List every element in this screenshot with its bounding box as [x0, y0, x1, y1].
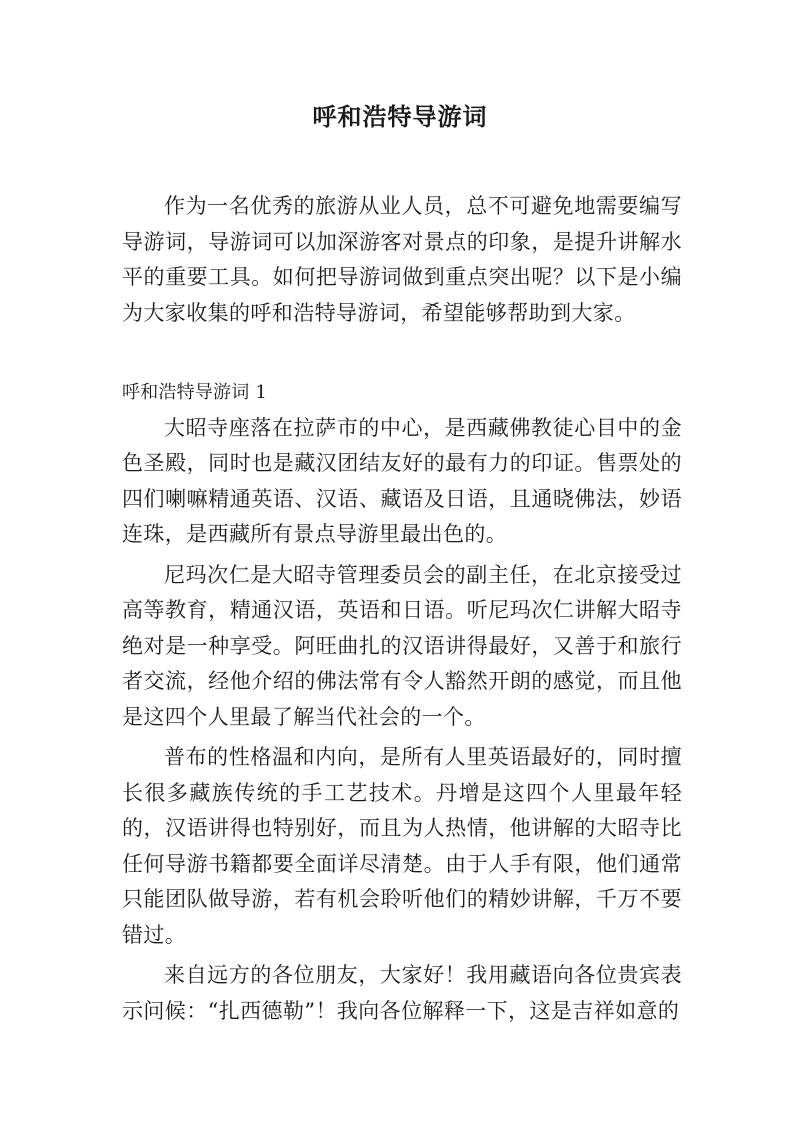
- section-heading: 呼和浩特导游词 1: [122, 382, 267, 403]
- body-paragraph-3: 普布的性格温和内向，是所有人里英语最好的，同时擅长很多藏族传统的手工艺技术。丹增是这四个人里最年轻的，汉语讲得也特别好，而且为人热情，他讲解的大昭寺比任何导游书籍都要全面详尽清楚。由于人手有限，他们通常只能团队做导游，若有机会聆听他们的精妙讲解，千万不要错过。: [122, 745, 682, 947]
- body-paragraph-1: 大昭寺座落在拉萨市的中心，是西藏佛教徒心目中的金色圣殿，同时也是藏汉团结友好的最有力的印证。售票处的四们喇嘛精通英语、汉语、藏语及日语，且通晓佛法，妙语连珠，是西藏所有景点导游里最出色的。: [122, 415, 682, 546]
- body-paragraph-2: 尼玛次仁是大昭寺管理委员会的副主任，在北京接受过高等教育，精通汉语，英语和日语。听尼玛次仁讲解大昭寺绝对是一种享受。阿旺曲扎的汉语讲得最好，又善于和旅行者交流，经他介绍的佛法常有令人豁然开朗的感觉，而且他是这四个人里最了解当代社会的一个。: [122, 562, 682, 729]
- body-paragraph-4: 来自远方的各位朋友，大家好！我用藏语向各位贵宾表示问候：“扎西德勒”！我向各位解释一下，这是吉祥如意的: [122, 963, 682, 1023]
- intro-paragraph: 作为一名优秀的旅游从业人员，总不可避免地需要编写导游词，导游词可以加深游客对景点的印象，是提升讲解水平的重要工具。如何把导游词做到重点突出呢？以下是小编为大家收集的呼和浩特导游词，希望能够帮助到大家。: [122, 194, 682, 325]
- document-body: [122, 189, 682, 1029]
- document-title: 呼和浩特导游词: [312, 103, 488, 131]
